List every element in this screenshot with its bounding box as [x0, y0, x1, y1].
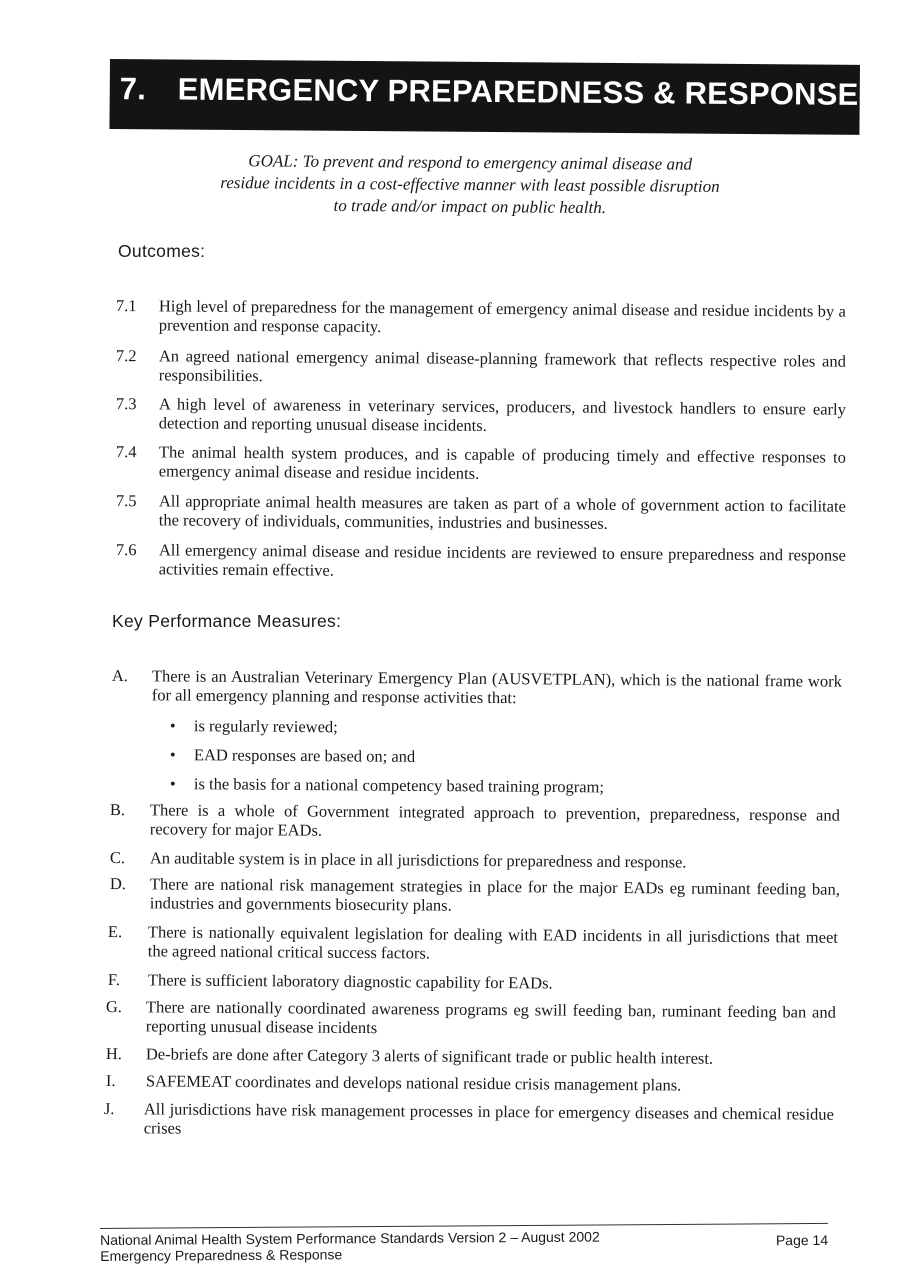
kpm-text: There are nationally coordinated awareness programs eg swill feeding ban, ruminant feeding ban and reporting unusual disease incidents — [145, 997, 836, 1038]
goal-line: GOAL: To prevent and respond to emergency animal disease and — [248, 151, 693, 174]
outcome-label: 7.2 — [115, 346, 137, 366]
kpm-text: There is a whole of Government integrated approach to prevention, preparedness, response and recovery for major EADs. — [149, 800, 840, 840]
kpm-bullet — [170, 774, 604, 796]
kpm-label: E. — [107, 922, 123, 942]
kpm-label: B. — [109, 800, 126, 820]
kpm-label: J. — [103, 1099, 115, 1119]
kpm-label: F. — [107, 970, 120, 990]
outcome-label: 7.4 — [115, 442, 137, 462]
goal-statement — [150, 149, 790, 220]
bullet-mark: • — [169, 716, 176, 736]
kpm-label: G. — [105, 997, 123, 1017]
kpm-bullet — [170, 745, 415, 766]
kpm-text: There are national risk management strategies in place for the major EADs eg ruminant feeding ban, industries and governments biosecurity plans. — [149, 874, 840, 915]
section-banner — [109, 59, 860, 135]
kpm-text: An auditable system is in place in all jurisdictions for preparedness and response. — [149, 848, 687, 872]
kpm-text: There is sufficient laboratory diagnostic capability for EADs. — [147, 970, 553, 993]
kpm-text: There is nationally equivalent legislation for dealing with EAD incidents in all jurisdictions that meet the agreed national critical success factors. — [147, 922, 838, 963]
outcome-text: The animal health system produces, and is capable of producing timely and effective responses to emergency animal disease and residue incidents. — [158, 442, 846, 483]
outcome-text: High level of preparedness for the management of emergency animal disease and residue incidents by a prevention and response capacity. — [158, 296, 846, 337]
footer-document-title: National Animal Health System Performance Standards Version 2 – August 2002 — [100, 1228, 600, 1248]
kpm-text: SAFEMEAT coordinates and develops national residue crisis management plans. — [145, 1071, 682, 1095]
section-number: 7. — [119, 71, 147, 107]
kpm-label: C. — [109, 848, 126, 868]
outcome-label: 7.5 — [115, 491, 137, 511]
bullet-text: is regularly reviewed; — [193, 716, 338, 737]
outcomes-heading: Outcomes: — [118, 241, 206, 261]
outcome-text: All emergency animal disease and residue incidents are reviewed to ensure preparedness and response activities remain effective. — [158, 540, 846, 580]
page-number: Page 14 — [775, 1231, 829, 1249]
bullet-text: EAD responses are based on; and — [193, 745, 416, 766]
kpm-text: There is an Australian Veterinary Emergency Plan (AUSVETPLAN), which is the national frame work for all emergency planning and response activities that: — [151, 666, 842, 708]
kpm-heading: Key Performance Measures: — [112, 611, 342, 631]
kpm-label: A. — [111, 666, 129, 686]
kpm-bullet — [170, 716, 338, 736]
footer-section-title: Emergency Preparedness & Response — [100, 1246, 343, 1264]
bullet-mark: • — [169, 774, 176, 794]
kpm-label: D. — [109, 874, 127, 894]
goal-line: to trade and/or impact on public health. — [333, 195, 607, 218]
outcome-text: All appropriate animal health measures are taken as part of a whole of government action to facilitate the recovery of individuals, communities, industries and businesses. — [158, 491, 846, 533]
kpm-label: H. — [105, 1044, 123, 1064]
page-footer — [100, 1223, 828, 1264]
outcome-label: 7.3 — [115, 394, 137, 414]
bullet-mark: • — [169, 745, 176, 765]
outcome-label: 7.1 — [115, 296, 137, 316]
kpm-text: De-briefs are done after Category 3 alerts of significant trade or public health interest. — [145, 1044, 714, 1068]
bullet-text: is the basis for a national competency based training program; — [193, 774, 605, 797]
outcome-text: An agreed national emergency animal disease-planning framework that reflects respective roles and responsibilities. — [158, 346, 846, 386]
kpm-text: All jurisdictions have risk management processes in place for emergency diseases and chemical residue crises — [143, 1099, 834, 1138]
section-title: EMERGENCY PREPAREDNESS & RESPONSE — [177, 71, 859, 112]
outcome-text: A high level of awareness in veterinary services, producers, and livestock handlers to ensure early detection and reporting unusual disease incidents. — [158, 394, 846, 435]
goal-line: residue incidents in a cost-effective manner with least possible disruption — [220, 173, 720, 196]
kpm-label: I. — [105, 1071, 116, 1091]
outcome-label: 7.6 — [115, 540, 137, 560]
